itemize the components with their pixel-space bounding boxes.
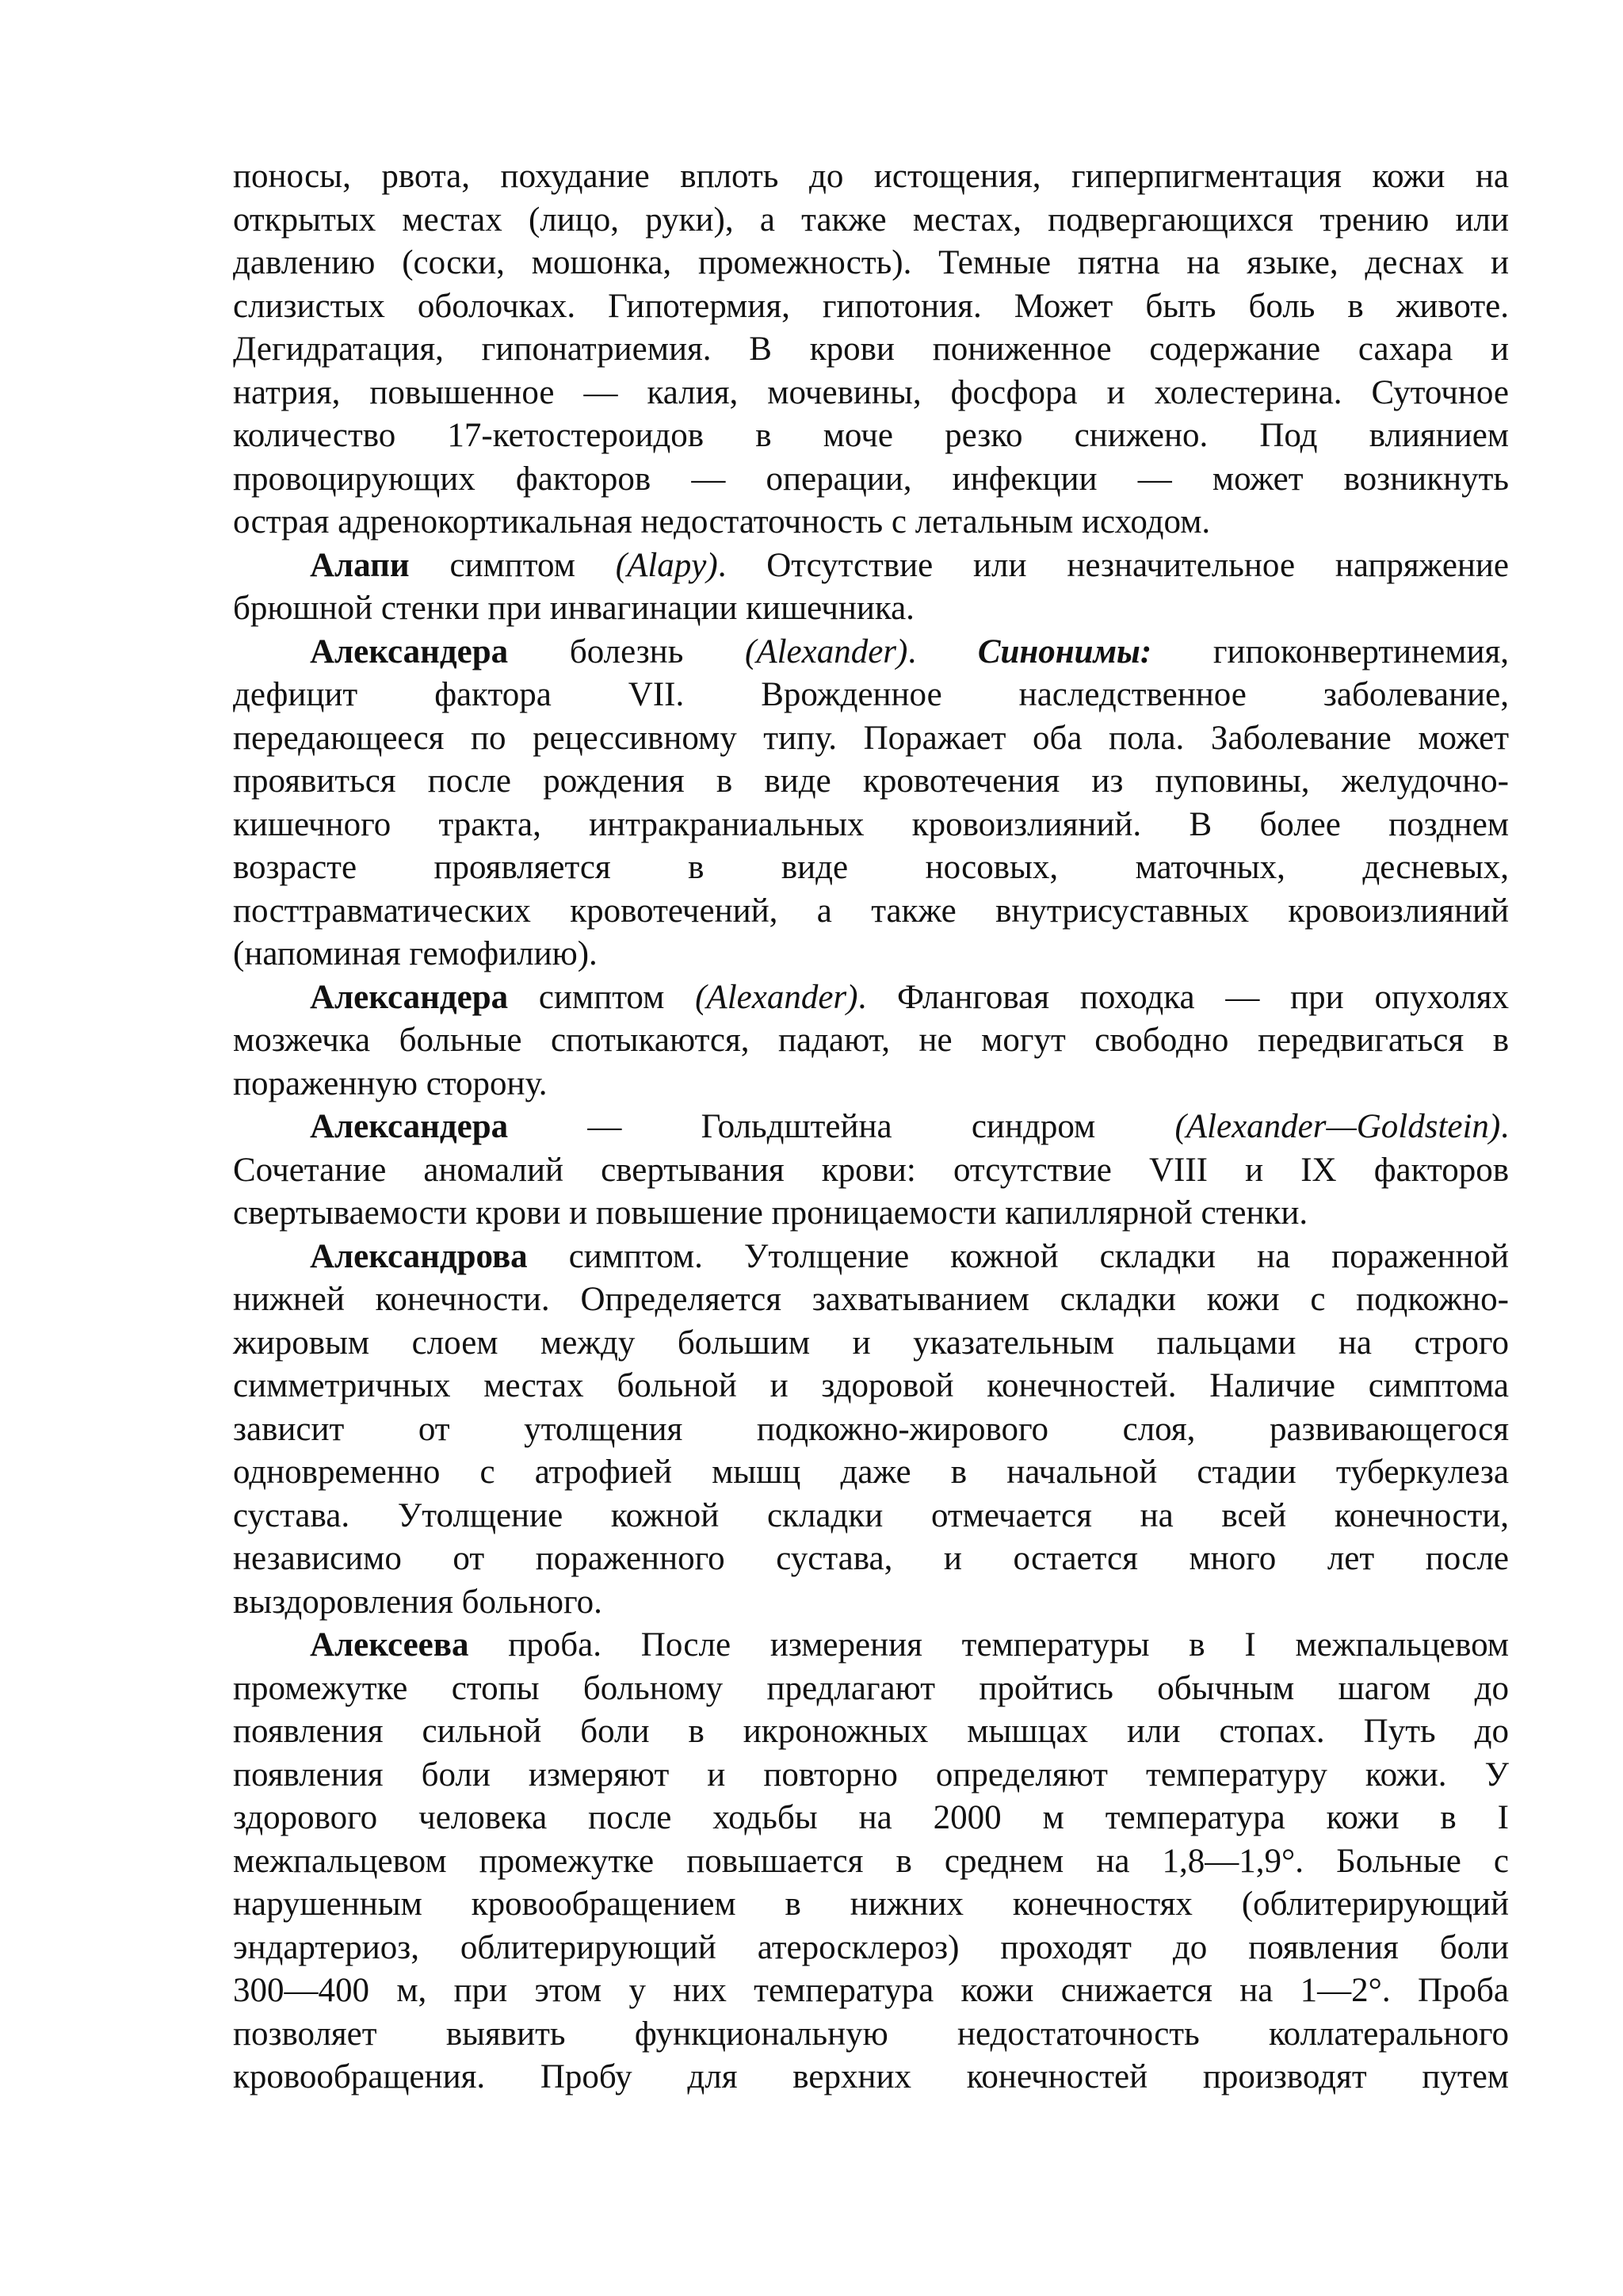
text-line	[233, 328, 1509, 372]
text-line	[233, 1365, 1509, 1408]
document-page	[233, 155, 1509, 2099]
text-run: сустава. Утолщение кожной складки отмечается на всей конечности,	[233, 1496, 1509, 1534]
text-line	[233, 631, 1509, 674]
text-run: .	[1500, 1108, 1509, 1145]
latin-name-italic: (Alapy)	[615, 546, 718, 584]
paragraph	[233, 1106, 1509, 1236]
text-run: симптом	[409, 546, 616, 584]
text-run: брюшной стенки при инвагинации кишечника.	[233, 590, 915, 627]
text-line	[233, 717, 1509, 761]
term-bold: Алапи	[310, 546, 410, 584]
text-run: зависит от утолщения подкожно-жирового слоя, развивающегося	[233, 1410, 1509, 1448]
synonyms-label: Синонимы:	[977, 632, 1152, 670]
text-line	[233, 1710, 1509, 1754]
text-run: проявиться после рождения в виде кровотечения из пуповины, желудочно-	[233, 762, 1509, 800]
text-line	[233, 890, 1509, 934]
text-line	[233, 760, 1509, 804]
text-line	[233, 1278, 1509, 1322]
text-run: открытых местах (лицо, руки), а также местах, подвергающихся трению или	[233, 201, 1509, 239]
text-run: пораженную сторону.	[233, 1064, 548, 1102]
text-line	[233, 1451, 1509, 1495]
latin-name-italic: (Alexander)	[745, 632, 908, 670]
latin-name-italic: (Alexander)	[695, 978, 858, 1016]
text-run: симметричных местах больной и здоровой конечностей. Наличие симптома	[233, 1367, 1509, 1404]
paragraph	[233, 1624, 1509, 2099]
text-line	[233, 976, 1509, 1020]
text-run: (напоминая гемофилию).	[233, 935, 598, 972]
text-line	[233, 1883, 1509, 1927]
paragraph	[233, 544, 1509, 631]
text-run: — Гольдштейна синдром	[508, 1108, 1175, 1145]
text-line	[233, 2013, 1509, 2057]
text-run: гипоконвертинемия,	[1151, 632, 1509, 670]
text-run: появления сильной боли в икроножных мышцах или стопах. Путь до	[233, 1713, 1509, 1750]
text-line	[233, 1840, 1509, 1884]
text-run: 300—400 м, при этом у них температура кожи снижается на 1—2°. Проба	[233, 1972, 1509, 2009]
text-run: болезнь	[508, 632, 746, 670]
text-run: . Фланговая походка — при опухолях	[857, 978, 1509, 1016]
text-line	[233, 587, 1509, 631]
term-bold: Александера	[310, 978, 509, 1016]
text-run: проба. После измерения температуры в I межпальцевом	[468, 1626, 1509, 1664]
text-run: независимо от пораженного сустава, и остается много лет после	[233, 1540, 1509, 1577]
text-line	[233, 804, 1509, 847]
text-line	[233, 1149, 1509, 1193]
text-run: посттравматических кровотечений, а также внутрисуставных кровоизлияний	[233, 892, 1509, 930]
text-run: нижней конечности. Определяется захватыванием складки кожи с подкожно-	[233, 1281, 1509, 1318]
paragraph	[233, 1236, 1509, 1625]
text-line	[233, 199, 1509, 243]
text-run: одновременно с атрофией мышц даже в начальной стадии туберкулеза	[233, 1454, 1509, 1491]
term-bold: Александера	[310, 1108, 509, 1145]
text-run: натрия, повышенное — калия, мочевины, фосфора и холестерина. Суточное	[233, 373, 1509, 411]
text-line	[233, 1019, 1509, 1063]
text-line	[233, 544, 1509, 588]
text-run: появления боли измеряют и повторно определяют температуру кожи. У	[233, 1755, 1509, 1794]
text-line	[233, 674, 1509, 717]
text-run: позволяет выявить функциональную недостаточность коллатерального	[233, 2015, 1509, 2053]
text-run: жировым слоем между большим и указательным пальцами на строго	[233, 1324, 1509, 1362]
text-run: здорового человека после ходьбы на 2000 м температура кожи в I	[233, 1799, 1509, 1836]
text-line	[233, 1192, 1509, 1236]
term-bold: Александрова	[310, 1237, 528, 1275]
text-run: симптом. Утолщение кожной складки на пораженной	[527, 1237, 1509, 1275]
text-line	[233, 846, 1509, 890]
text-run: промежутке стопы больному предлагают пройтись обычным шагом до	[233, 1669, 1509, 1707]
text-run: дефицит фактора VII. Врожденное наследственное заболевание,	[233, 676, 1509, 713]
paragraph	[233, 631, 1509, 976]
paragraph	[233, 155, 1509, 544]
text-run: мозжечка больные спотыкаются, падают, не могут свободно передвигаться в	[233, 1022, 1509, 1059]
term-bold: Александера	[310, 632, 509, 670]
text-line	[233, 1063, 1509, 1106]
text-line	[233, 1322, 1509, 1366]
text-run: давлению (соски, мошонка, промежность). Темные пятна на языке, деснах и	[233, 244, 1509, 281]
text-run: эндартериоз, облитерирующий атеросклероз) проходят до появления боли	[233, 1928, 1509, 1966]
text-run: острая адренокортикальная недостаточность с летальным исходом.	[233, 503, 1211, 541]
text-line	[233, 1624, 1509, 1668]
text-run: поносы, рвота, похудание вплоть до истощения, гиперпигментация кожи на	[233, 158, 1509, 195]
text-run: .	[907, 632, 978, 670]
text-line	[233, 1754, 1509, 1797]
text-run: . Отсутствие или незначительное напряжение	[717, 546, 1510, 584]
text-run: выздоровления больного.	[233, 1583, 602, 1621]
text-line	[233, 1236, 1509, 1279]
text-line	[233, 1581, 1509, 1625]
text-line	[233, 1408, 1509, 1452]
text-run: кишечного тракта, интракраниальных кровоизлияний. В более позднем	[233, 805, 1509, 843]
text-line	[233, 415, 1509, 458]
text-line	[233, 1495, 1509, 1538]
text-line	[233, 2056, 1509, 2099]
text-run: возрасте проявляется в виде носовых, маточных, десневых,	[233, 849, 1509, 886]
text-line	[233, 155, 1509, 199]
text-run: Сочетание аномалий свертывания крови: отсутствие VIII и IX факторов	[233, 1151, 1509, 1189]
text-line	[233, 242, 1509, 285]
latin-name-italic: (Alexander—Goldstein)	[1174, 1108, 1501, 1145]
text-run: провоцирующих факторов — операции, инфекции — может возникнуть	[233, 460, 1509, 498]
text-line	[233, 501, 1509, 544]
text-run: межпальцевом промежутке повышается в среднем на 1,8—1,9°. Больные с	[233, 1842, 1509, 1880]
text-line	[233, 285, 1509, 329]
text-line	[233, 1927, 1509, 1970]
paragraph	[233, 976, 1509, 1106]
text-line	[233, 372, 1509, 415]
text-run: нарушенным кровообращением в нижних конечностях (облитерирующий	[233, 1885, 1509, 1923]
text-run: Дегидратация, гипонатриемия. В крови пониженное содержание сахара и	[233, 330, 1509, 368]
text-run: свертываемости крови и повышение проницаемости капиллярной стенки.	[233, 1194, 1308, 1232]
text-line	[233, 1668, 1509, 1711]
text-run: слизистых оболочках. Гипотермия, гипотония. Может быть боль в животе.	[233, 287, 1509, 325]
text-line	[233, 458, 1509, 502]
text-run: количество 17-кетостероидов в моче резко снижено. Под влиянием	[233, 417, 1509, 454]
text-line	[233, 933, 1509, 976]
text-line	[233, 1797, 1509, 1840]
text-line	[233, 1106, 1509, 1149]
text-line	[233, 1538, 1509, 1581]
text-line	[233, 1969, 1509, 2013]
text-run: кровообращения. Пробу для верхних конечностей производят путем	[233, 2058, 1509, 2095]
text-run: передающееся по рецессивному типу. Поражает оба пола. Заболевание может	[233, 719, 1509, 757]
term-bold: Алексеева	[310, 1626, 469, 1664]
text-run: симптом	[508, 978, 696, 1016]
